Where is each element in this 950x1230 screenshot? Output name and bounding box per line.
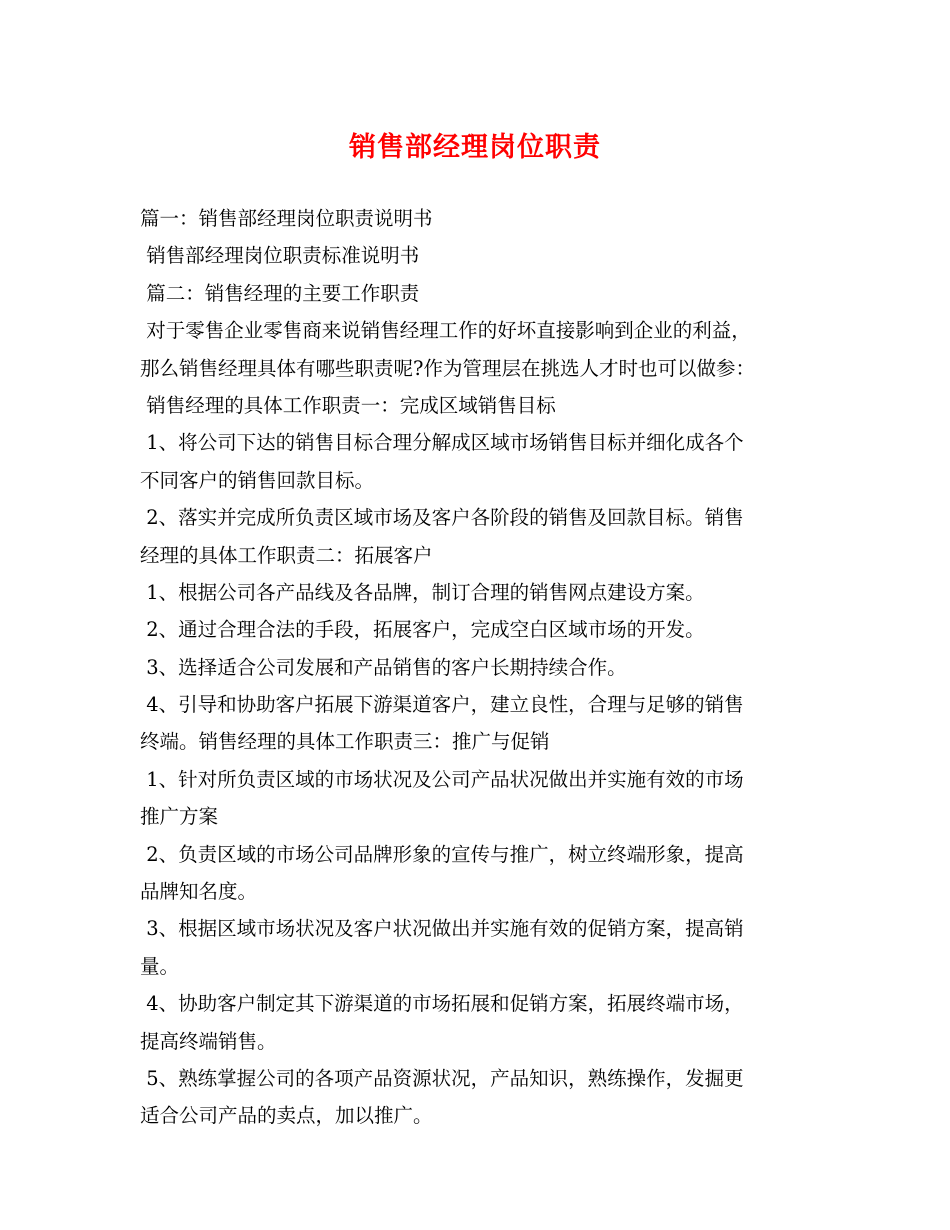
text-line: 量。 xyxy=(140,954,180,978)
text-line: 不同客户的销售回款目标。 xyxy=(140,468,375,492)
text-line: 推广方案 xyxy=(140,805,219,829)
text-line: 销售部经理岗位职责标准说明书 xyxy=(140,244,420,268)
text-line: 1、针对所负责区域的市场状况及公司产品状况做出并实施有效的市场 xyxy=(140,767,744,791)
text-line: 提高终端销售。 xyxy=(140,1029,277,1053)
text-line: 3、选择适合公司发展和产品销售的客户长期持续合作。 xyxy=(140,655,627,679)
text-line: 2、落实并完成所负责区域市场及客户各阶段的销售及回款目标。销售 xyxy=(140,506,744,530)
text-line: 4、引导和协助客户拓展下游渠道客户，建立良性，合理与足够的销售 xyxy=(140,693,744,717)
text-line: 2、通过合理合法的手段，拓展客户，完成空白区域市场的开发。 xyxy=(140,618,705,642)
text-line: 品牌知名度。 xyxy=(140,880,258,904)
document-body xyxy=(140,200,820,1135)
text-line: 1、根据公司各产品线及各品牌，制订合理的销售网点建设方案。 xyxy=(140,580,705,604)
text-line: 2、负责区域的市场公司品牌形象的宣传与推广，树立终端形象，提高 xyxy=(140,842,744,866)
text-line: 篇一：销售部经理岗位职责说明书 xyxy=(140,207,433,230)
text-line: 经理的具体工作职责二：拓展客户 xyxy=(140,543,433,567)
text-line: 对于零售企业零售商来说销售经理工作的好坏直接影响到企业的利益， xyxy=(140,319,751,343)
document-title: 销售部经理岗位职责 xyxy=(349,132,601,163)
text-line: 那么销售经理具体有哪些职责呢?作为管理层在挑选人才时也可以做参： xyxy=(140,356,755,380)
text-line: 销售经理的具体工作职责一：完成区域销售目标 xyxy=(140,393,556,417)
text-line: 篇二：销售经理的主要工作职责 xyxy=(140,281,420,305)
text-line: 5、熟练掌握公司的各项产品资源状况，产品知识，熟练操作，发掘更 xyxy=(140,1066,744,1090)
text-line: 终端。销售经理的具体工作职责三：推广与促销 xyxy=(140,730,550,754)
text-line: 适合公司产品的卖点，加以推广。 xyxy=(140,1104,433,1128)
text-line: 4、协助客户制定其下游渠道的市场拓展和促销方案，拓展终端市场， xyxy=(140,992,744,1016)
text-line: 1、将公司下达的销售目标合理分解成区域市场销售目标并细化成各个 xyxy=(140,431,744,455)
text-line: 3、根据区域市场状况及客户状况做出并实施有效的促销方案，提高销 xyxy=(140,917,744,941)
